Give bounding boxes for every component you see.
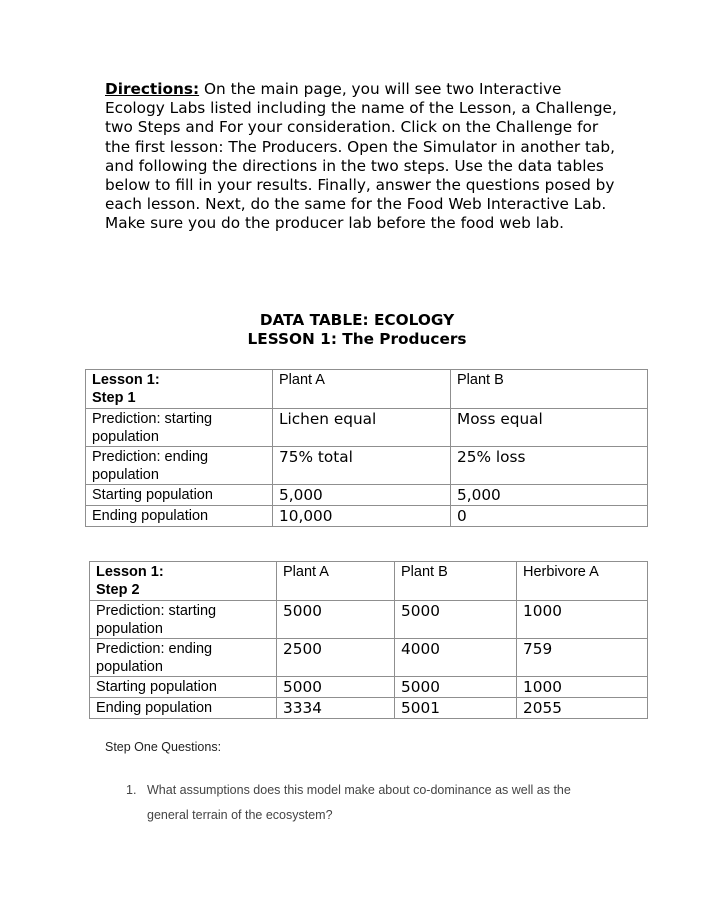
table-row	[86, 447, 648, 485]
table-row	[90, 677, 648, 698]
table-cell: 0	[451, 506, 648, 527]
header-step: Step 1	[92, 390, 136, 406]
table-row	[90, 601, 648, 639]
table-cell: 5,000	[273, 485, 451, 506]
table-row	[86, 485, 648, 506]
questions-heading: Step One Questions:	[105, 740, 222, 754]
row-label: Ending population	[86, 506, 273, 527]
table-header-cell: Plant A	[277, 562, 395, 601]
lesson1-step1-table	[85, 369, 648, 527]
table-row	[86, 506, 648, 527]
table-row	[90, 698, 648, 719]
row-label: Prediction: starting population	[86, 409, 273, 447]
table-header-cell: Plant B	[451, 370, 648, 409]
directions-paragraph	[105, 80, 625, 234]
table-header-cell	[86, 370, 273, 409]
row-label: Prediction: ending population	[86, 447, 273, 485]
table-cell: 5001	[395, 698, 517, 719]
header-step: Step 2	[96, 582, 140, 598]
header-lesson: Lesson 1:	[92, 372, 160, 388]
table-row	[86, 409, 648, 447]
row-label: Prediction: ending population	[90, 639, 277, 677]
table-cell: Lichen equal	[273, 409, 451, 447]
table-cell: Moss equal	[451, 409, 648, 447]
table-row	[90, 639, 648, 677]
table-header-cell: Herbivore A	[517, 562, 648, 601]
table-cell: 2055	[517, 698, 648, 719]
table-cell: 2500	[277, 639, 395, 677]
table-cell: 759	[517, 639, 648, 677]
table-cell: 5000	[395, 601, 517, 639]
row-label: Ending population	[90, 698, 277, 719]
row-label: Starting population	[90, 677, 277, 698]
table-cell: 25% loss	[451, 447, 648, 485]
data-table-title: DATA TABLE: ECOLOGY	[259, 311, 455, 329]
table-cell: 5000	[277, 601, 395, 639]
question-number: 1.	[126, 783, 137, 797]
table-cell: 10,000	[273, 506, 451, 527]
table-cell: 4000	[395, 639, 517, 677]
table-cell: 75% total	[273, 447, 451, 485]
table-cell: 3334	[277, 698, 395, 719]
table-cell: 5,000	[451, 485, 648, 506]
table-header-row	[90, 562, 648, 601]
lesson-title: LESSON 1: The Producers	[247, 330, 467, 348]
directions-label: Directions:	[105, 80, 200, 98]
table-header-row	[86, 370, 648, 409]
row-label: Starting population	[86, 485, 273, 506]
table-header-cell	[90, 562, 277, 601]
table-header-cell: Plant A	[273, 370, 451, 409]
question-text: What assumptions does this model make about co-dominance as well as the general terrain of the ecosystem?	[147, 783, 571, 822]
table-cell: 5000	[395, 677, 517, 698]
header-lesson: Lesson 1:	[96, 564, 164, 580]
table-header-cell: Plant B	[395, 562, 517, 601]
lesson1-step2-table	[89, 561, 648, 719]
table-cell: 1000	[517, 601, 648, 639]
directions-text: On the main page, you will see two Interactive Ecology Labs listed including the name of the Lesson, a Challenge, two Steps and For your consideration. Click on the Challenge for the first lesson: The Producers. Open the Simulator in another tab, and following the directions in the two steps. Use the data tables below to fill in your results. Finally, answer the questions posed by each lesson. Next, do the same for the Food Web Interactive Lab. Make sure you do the producer lab before the food web lab.	[105, 80, 617, 233]
table-cell: 5000	[277, 677, 395, 698]
row-label: Prediction: starting population	[90, 601, 277, 639]
table-cell: 1000	[517, 677, 648, 698]
